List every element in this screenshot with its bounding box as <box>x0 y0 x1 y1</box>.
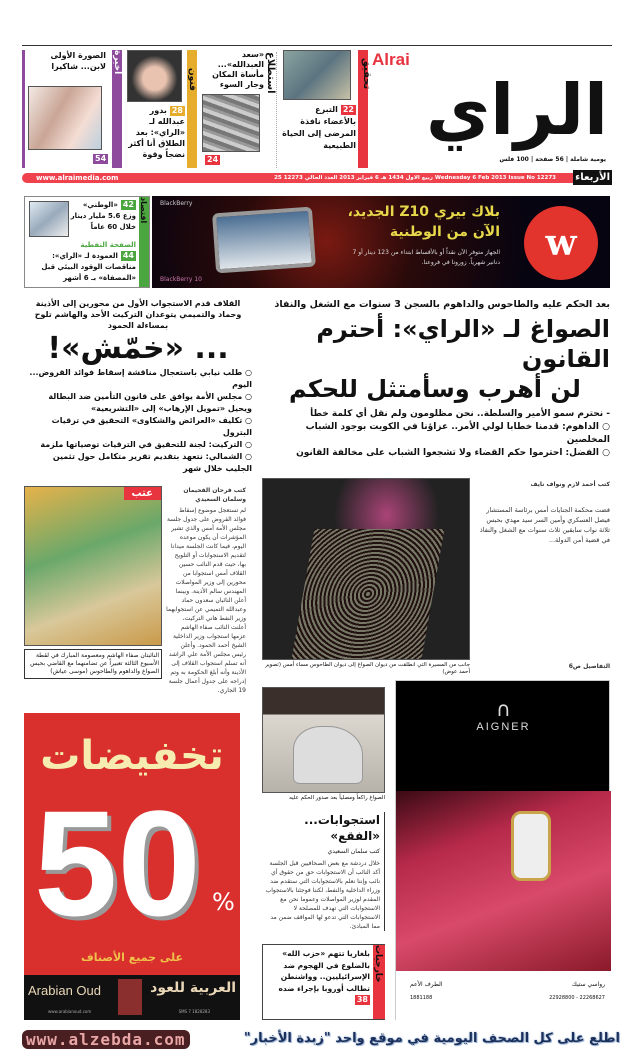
main-kicker: بعد الحكم عليه والطاحوس والداهوم بالسجن 3 سنوات مع الشغل والنفاذ <box>274 299 610 310</box>
discount-percent: 50 <box>34 779 201 947</box>
ad-footer: BlackBerry 10 <box>160 276 202 283</box>
section-strip <box>112 50 122 168</box>
arabian-oud-ad[interactable] <box>24 713 240 1020</box>
brand-latin: Arabian Oud <box>28 983 101 998</box>
page-number: 44 <box>122 251 134 260</box>
dealer-name: رواسي ستيك <box>571 981 605 988</box>
byline: كتب سلمان السعيدي <box>327 848 380 855</box>
bullet-text: الفضل: احترموا حكم القضاء ولا تشجعوا الشباب على مخالفة القانون <box>296 448 599 458</box>
logo-arabic: الراي <box>426 69 608 151</box>
masthead-subtitle: يومية شاملة | 56 صفحة | 100 فلس <box>499 156 606 163</box>
teaser-body <box>125 105 185 160</box>
kicker-line: وحماد والتميمي يتوعدان التركيت الأحد والهاشم تلوح بمساءلة الحمود <box>34 310 242 330</box>
teaser-text: العمودة لـ «الراي»: مناقصات الوقود البيئي قبل «المصفاة» بـ 6 أشهر <box>41 252 136 282</box>
ad-headline: بلاك بيري Z10 الجديد، <box>347 204 500 220</box>
bullet-item: ○ مجلس الأمة يوافق على قانون التأمين ضد البطالة ويحيل «تمويل الإرهاب» إلى «التشريعية» <box>48 392 252 413</box>
section-strip <box>373 945 385 1019</box>
page-number: 28 <box>171 106 183 115</box>
headline-line: الصواغ لـ «الراي»: أحترم القانون <box>316 315 610 373</box>
teaser-body <box>266 948 370 1006</box>
teaser-photo <box>29 201 69 237</box>
blackberry-ad[interactable] <box>152 196 610 288</box>
photo-credit: (تصوير أحمد عوض) <box>265 662 470 675</box>
ad-headline: تخفيضات <box>40 733 224 779</box>
bullet-item: ○ الشمالي: نتعهد بتقديم تقرير متكامل حول تثمين الجليب خلال شهر <box>52 452 252 473</box>
page-number: 42 <box>122 200 134 209</box>
ad-phone: SMS 7 1828283 <box>178 1009 210 1014</box>
photo-credit: (موسى عياش) <box>50 668 88 675</box>
bullet-item: ○ طلب نيابي باستعجال مناقشة إسقاط فوائد القروض... اليوم <box>29 368 252 389</box>
main-bullets <box>260 408 610 460</box>
section-label: فنون <box>187 68 197 91</box>
ad-body: الجهاز متوفر الآن نقداً أو بالأقساط ابتداء من 123 دينار أو 7 دنانير شهرياً. زورونا في فروعنا. <box>352 249 500 266</box>
bullet-text: تكليف «العرائض والشكاوى» التحقيق في ترقيات البترول <box>51 416 252 437</box>
bullet-text: التركيت: لجنة للتحقيق في الترقيات توصياتها ملزمة <box>40 440 243 449</box>
page-number: 38 <box>356 995 368 1004</box>
watch-image <box>511 811 551 881</box>
bullet-item: ○ الداهوم: قدمنا خطابا لولي الأمر.. عزاؤنا في الكويت بوجود الشباب المخلصين <box>305 422 610 445</box>
gift-box-image <box>396 791 611 971</box>
teaser-body <box>282 104 356 152</box>
continued-marker: التفاصيل ص6 <box>568 663 610 670</box>
teaser-arts[interactable] <box>125 50 185 168</box>
section-label: أخيرة <box>112 50 122 75</box>
photo-caption: الصواغ راكعاً ومصلياً بعد صدور الحكم عليه <box>289 795 385 801</box>
second-headline: ... «خمّش»! <box>47 331 229 366</box>
section-strip <box>265 52 277 168</box>
column-headline: استجوابات... «الفقع» <box>304 813 380 843</box>
ad-dealers <box>396 971 611 1021</box>
ad-website: www.arabianoud.com <box>48 1009 92 1014</box>
teaser-text: الصورة الأولى لابن... شاكيرا <box>50 51 106 71</box>
prayer-photo <box>262 687 385 793</box>
mps-photo <box>24 486 162 646</box>
section-label: خارجيات <box>373 945 383 983</box>
footer-site-link[interactable]: www.alzebda.com <box>22 1030 190 1049</box>
page-number: 22 <box>342 105 354 114</box>
brand-arabic: العربية للعود <box>150 980 236 996</box>
dealer-phone: 1881188 <box>410 995 433 1001</box>
photo-caption <box>24 649 162 679</box>
teaser-investigation[interactable] <box>280 50 358 168</box>
main-headline <box>260 314 610 404</box>
bullet-text: الداهوم: قدمنا خطابا لولي الأمر.. عزاؤنا في الكويت بوجود الشباب المخلصين <box>305 422 610 445</box>
section-label: تحقيق <box>361 58 372 90</box>
teaser-text: «سعد العبدالله»... مأساة المكان وجار السوء <box>212 50 264 89</box>
bullet-item: ○ الفضل: احترموا حكم القضاء ولا تشجعوا الشباب على مخالفة القانون <box>296 448 610 458</box>
teaser-body <box>70 200 136 233</box>
second-bullets <box>24 367 252 475</box>
teaser-photo <box>202 94 260 152</box>
crowd-image <box>292 529 445 659</box>
section-label: اقتصاد <box>139 197 148 224</box>
kneeling-figure <box>293 726 363 784</box>
article-body: قضت محكمة الجنايات أمس برئاسة المستشار فيصل العسكري وأمين السر سيد مهدي بحبس ثلاثة نواب سابقين ثلاث سنوات مع الشغل والنفاذ في قضية أمن الدولة... <box>479 506 610 544</box>
teaser-text: التبرع بالأعضاء نافذة المرضى إلى الحياة الطبيعية <box>282 105 356 150</box>
byline: كتب أحمد لازم ونواف نايف <box>530 481 610 488</box>
logo-latin: Alrai <box>372 50 410 69</box>
bullet-text: مجلس الأمة يوافق على قانون التأمين ضد البطالة ويحيل «تمويل الإرهاب» إلى «التشريعية» <box>48 392 252 413</box>
caption-text: النائبتان صفاء الهاشم ومعصومة المبارك في لقطة الأسبوع الثالثة تعبيراً عن تضامنهما مع القاضي بحبس الصواغ والداهوم والطاحوس <box>30 652 159 675</box>
bullet-text: طلب نيابي باستعجال مناقشة إسقاط فوائد القروض... اليوم <box>29 368 252 389</box>
march-photo <box>262 478 470 660</box>
dealer-name: الطرف الأعم <box>410 981 443 988</box>
section-strip <box>139 197 149 287</box>
website-link[interactable]: www.alraimedia.com <box>36 174 119 182</box>
ad-brand: AIGNER <box>476 721 531 733</box>
article-body: لم تستعجل موضوع إسقاط فوائد القروض على جدول جلسة مجلس الأمة أمس والذي تشير المؤشرات أن يكون موعده اليوم، فيما كانت الجلسة ميدانا لتقديم الاستجوابات أو التلويح بها، حيث قدم النائب حسين القلاف أمس استجوابا من محورين إلى وزير المواصلات المهندس سالم الأذينة. وبينما أعلن النائبان سعدون حماد وعبدالله التميمي عن استجوابهما وزير النفط هاني التركيت، أعلنت النائب صفاء الهاشم عزمها استجواب وزير الداخلية الشيخ أحمد الحمود. وأعلن رئيس مجلس الأمة علي الراشد أنه تسلم استجواب القلاف إلى الأذينة وأنه أبلغ الحكومة به وتم إدراجه على جدول أعمال جلسة 19 الجاري. <box>166 507 246 694</box>
teaser-survey[interactable] <box>200 50 264 168</box>
byline: كتب فرحان الفحيمان وسلمان السعيدي <box>183 487 246 503</box>
ad-brand: BlackBerry <box>160 200 193 207</box>
percent-sign: % <box>212 888 235 916</box>
teaser-text: بدور عبدالله لـ «الراي»: بعد الطلاق أنا أكثر نضجاً وقوة <box>128 106 185 159</box>
second-kicker <box>24 298 252 331</box>
bullet-item: ○ تكليف «العرائض والشكاوى» التحقيق في ترقيات البترول <box>51 416 252 437</box>
page-number: 54 <box>95 154 107 163</box>
section-sublabel: الصفحة النفطية <box>80 241 136 249</box>
horseshoe-logo-icon: ∩ <box>496 697 511 721</box>
masthead <box>372 50 612 170</box>
section-strip <box>22 50 25 168</box>
ad-footer <box>24 975 240 1020</box>
second-story-head <box>24 298 252 475</box>
aigner-ad[interactable] <box>395 680 610 1020</box>
oud-logo-icon <box>118 979 142 1015</box>
phone-image <box>212 207 316 274</box>
ad-headline: الآن من الوطنية <box>389 224 500 240</box>
weekday: الأربعاء <box>575 172 610 183</box>
opinion-column <box>262 812 385 931</box>
bullet-item: ○ التركيت: لجنة للتحقيق في الترقيات توصياتها ملزمة <box>40 440 252 449</box>
teaser-photo <box>28 86 102 150</box>
dealer-phone: 22928800 - 22268627 <box>549 995 605 1001</box>
badge-label: عتب <box>124 487 162 500</box>
teaser-text: بلغاريا تتهم «حزب الله» بالضلوع في الهجوم ضد الإسرائيليين.. وواشنطن تطالب أوروبا بإجراء ضده <box>278 949 370 993</box>
page-number: 24 <box>207 155 219 164</box>
teaser-photo <box>127 50 182 102</box>
ad-subline: على جميع الأصناف <box>80 951 184 964</box>
dateline: 25 ربيع الاول 1434 هـ 6 فبراير 2013 العدد الحالي 12273 Wednesday 6 Feb 2013 Issue No 12273 <box>274 175 556 181</box>
section-strip <box>187 50 197 168</box>
footer-tagline: اطلع على كل الصحف اليومية في موقع واحد "زبدة الأخبار" <box>243 1031 620 1046</box>
photo-caption <box>262 662 470 676</box>
bullet-text: الشمالي: نتعهد بتقديم تقرير متكامل حول تثمين الجليب خلال شهر <box>52 452 252 473</box>
section-label: استطلاع <box>265 52 276 94</box>
bullet-item: - نحترم سمو الأمير والسلطة.. نحن مظلومون ولم نقل أي كلمة خطأ <box>310 409 610 419</box>
kicker-line: القلاف قدم الاستجواب الأول من محورين إلى الأذينة <box>35 299 241 308</box>
teaser-text: «الوطني» وزع 5.6 مليار دينار خلال 60 عاماً <box>70 201 136 231</box>
top-rule <box>22 45 612 46</box>
economy-box[interactable] <box>24 196 150 288</box>
teaser-back-page[interactable] <box>28 50 108 168</box>
teaser-photo <box>283 50 351 100</box>
wataniya-logo-icon: w <box>524 206 598 280</box>
foreign-teaser[interactable] <box>262 944 385 1020</box>
article-body: خلال دردشة مع بعض الصحافيين قبل الجلسة أكد النائب أن الاستجوابات حق من حقوق أي نائب وإننا نعلم بالاستجوابات التي ستقدم ضد وزراء الداخلية والنفط، لكننا فوجئنا بالاستجواب المقدم لوزير المواصلات وعموما نحن مع الاستجوابات التي تهدف للمصلحة لا الاستجوابات التي تدعو لها المواقف ضمن مد مما المبادئ. <box>265 860 380 930</box>
date-bar <box>22 173 612 183</box>
main-story-head <box>260 298 610 460</box>
caption-text: جانب من المسيرة التي انطلقت من ديوان الصواغ إلى ديوان الطاحوس مساء أمس <box>282 662 470 668</box>
teaser-body <box>28 251 136 284</box>
headline-line: لن أهرب وسأمتثل للحكم <box>289 375 581 403</box>
